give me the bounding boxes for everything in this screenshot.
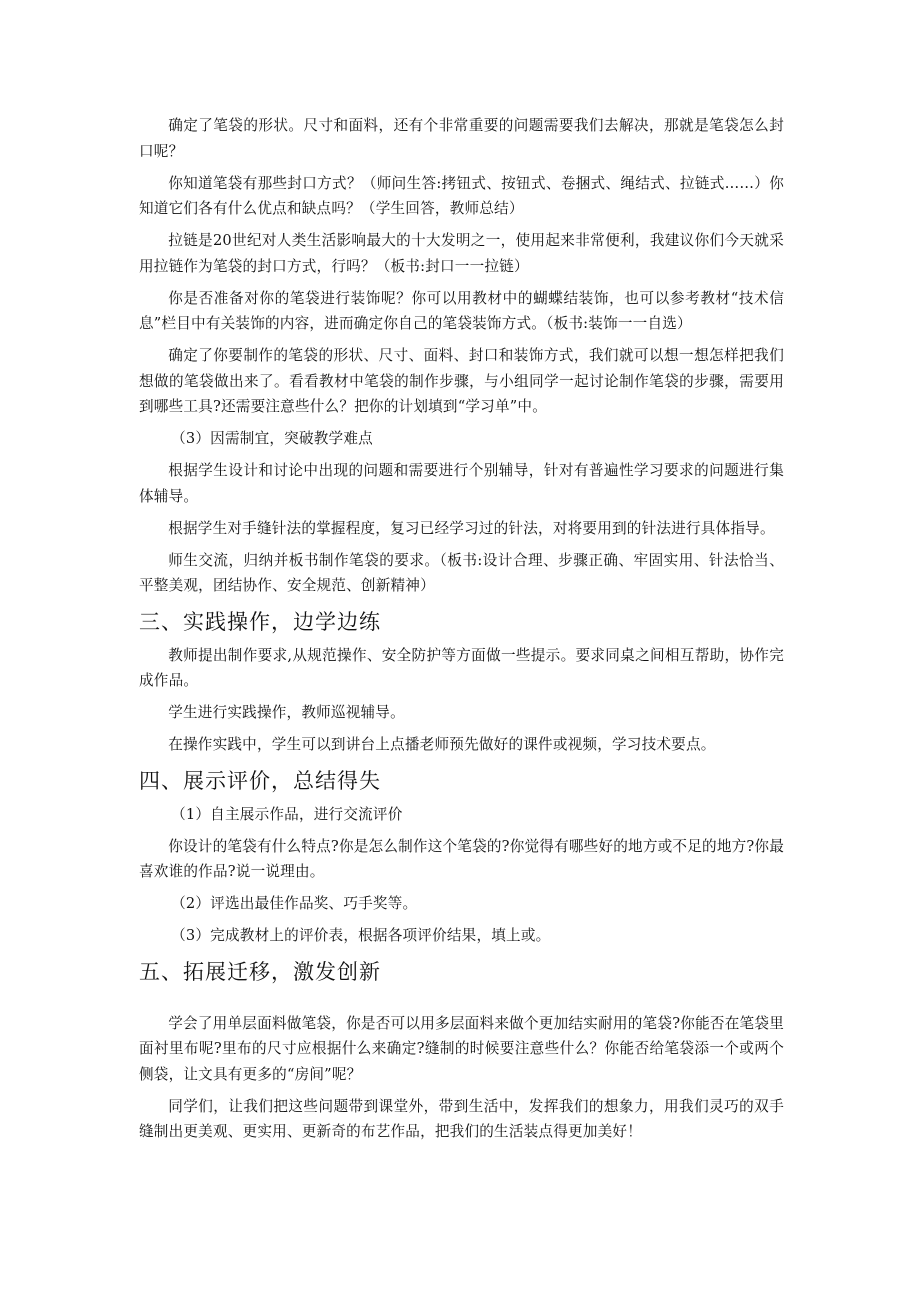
paragraph-guidance: 根据学生设计和讨论中出现的问题和需要进行个别辅导，针对有普遍性学习要求的问题进行集体辅导。 [139, 462, 784, 505]
paragraph-practice-students: 学生进行实践操作，教师巡视辅导。 [168, 704, 405, 721]
paragraph-stitching: 根据学生对手缝针法的掌握程度，复习已经学习过的针法，对将要用到的针法进行具体指导。 [168, 519, 775, 537]
section-heading-extension: 五、拓展迁移，激发创新 [139, 959, 381, 984]
paragraph-requirements: 师生交流，归纳并板书制作笔袋的要求。（板书:设计合理、步骤正确、牢固实用、针法恰当、平整美观，团结协作、安全规范、创新精神） [139, 551, 784, 594]
subheading-awards: （2）评选出最佳作品奖、巧手奖等。 [171, 895, 418, 912]
paragraph-practice-media: 在操作实践中，学生可以到讲台上点播老师预先做好的课件或视频，学习技术要点。 [168, 736, 716, 753]
subheading-showcase: （1）自主展示作品，进行交流评价 [171, 805, 403, 823]
paragraph-closure-intro: 确定了笔袋的形状。尺寸和面料，还有个非常重要的问题需要我们去解决，那就是笔袋怎么封口呢？ [139, 117, 784, 160]
paragraph-zipper: 拉链是20世纪对人类生活影响最大的十大发明之一，使用起来非常便利，我建议你们今天就采用拉链作为笔袋的封口方式，行吗？（板书:封口一一拉链） [139, 232, 784, 275]
section-heading-practice: 三、实践操作，边学边练 [139, 609, 381, 634]
paragraph-closing: 同学们，让我们把这些问题带到课堂外，带到生活中，发挥我们的想象力，用我们灵巧的双手缝制出更美观、更实用、更新奇的布艺作品，把我们的生活装点得更加美好！ [139, 1097, 784, 1140]
section-heading-evaluation: 四、展示评价，总结得失 [139, 768, 381, 793]
subheading-difficulty: （3）因需制宜，突破教学难点 [171, 430, 373, 447]
paragraph-extension-questions: 学会了用单层面料做笔袋，你是否可以用多层面料来做个更加结实耐用的笔袋?你能否在笔袋里面衬里布呢?里布的尺寸应根据什么来确定?缝制的时候要注意些什么？你能否给笔袋添一个或两个侧袋，让文具有更多的“房间”呢？ [139, 1014, 784, 1083]
paragraph-decoration: 你是否准备对你的笔袋进行装饰呢？你可以用教材中的蝴蝶结装饰，也可以参考教材“技术信息”栏目中有关装饰的内容，进而确定你自己的笔袋装饰方式。（板书:装饰一一自选） [139, 289, 784, 332]
document-page [139, 113, 784, 1151]
paragraph-practice-requirements: 教师提出制作要求,从规范操作、安全防护等方面做一些提示。要求同桌之间相互帮助，协作完成作品。 [139, 646, 784, 689]
paragraph-plan: 确定了你要制作的笔袋的形状、尺寸、面料、封口和装饰方式，我们就可以想一想怎样把我们想做的笔袋做出来了。看看教材中笔袋的制作步骤，与小组同学一起讨论制作笔袋的步骤，需要用到哪些工具?还需要注意些什么？把你的计划填到“学习单”中。 [139, 347, 784, 415]
paragraph-showcase-questions: 你设计的笔袋有什么特点?你是怎么制作这个笔袋的?你觉得有哪些好的地方或不足的地方?你最喜欢谁的作品?说一说理由。 [139, 837, 785, 880]
subheading-evaluation-table: （3）完成教材上的评价表，根据各项评价结果，填上或。 [171, 927, 551, 944]
paragraph-closure-types: 你知道笔袋有那些封口方式？（师问生答:拷钮式、按钮式、卷捆式、绳结式、拉链式……）你知道它们各有什么优点和缺点吗？（学生回答，教师总结） [139, 174, 784, 217]
